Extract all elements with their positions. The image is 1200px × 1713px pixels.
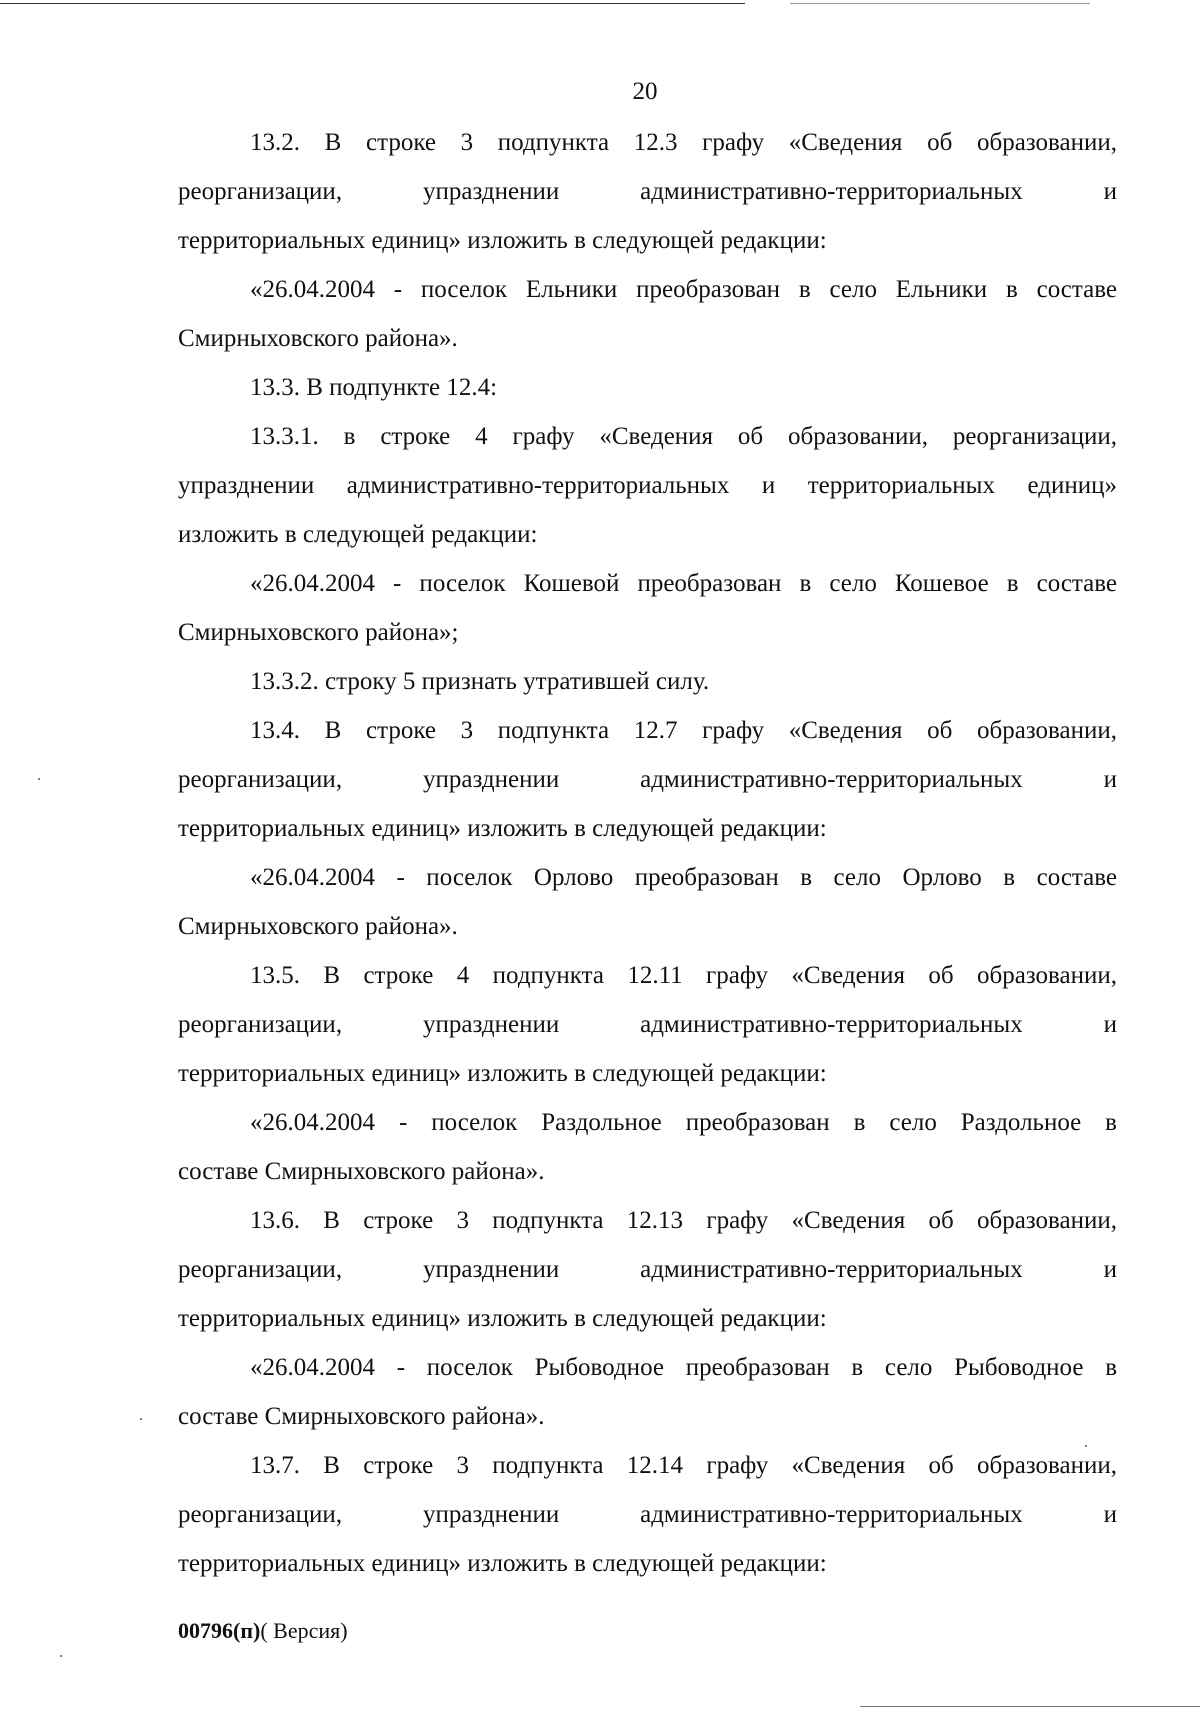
text-line: 13.2. В строке 3 подпункта 12.3 графу «Сведения об образовании, [250,129,1117,156]
document-body [178,118,1117,1588]
text-line: территориальных единиц» изложить в следующей редакции: [178,227,827,254]
text-line: составе Смирныховского района». [178,1158,545,1185]
text-line: реорганизации, упразднении административно-территориальных и [178,1256,1117,1283]
scan-speck [1085,1445,1087,1447]
text-line: территориальных единиц» изложить в следующей редакции: [178,1550,827,1577]
text-line: реорганизации, упразднении административно-территориальных и [178,178,1117,205]
text-line: Смирныховского района». [178,913,458,940]
text-line: реорганизации, упразднении административно-территориальных и [178,1501,1117,1528]
text-line: 13.6. В строке 3 подпункта 12.13 графу «Сведения об образовании, [250,1207,1117,1234]
text-line: изложить в следующей редакции: [178,521,538,548]
scan-speck [140,1418,142,1420]
text-line: упразднении административно-территориальных и территориальных единиц» [178,472,1117,499]
text-line: «26.04.2004 - поселок Ельники преобразован в село Ельники в составе [250,276,1117,303]
text-line: 13.7. В строке 3 подпункта 12.14 графу «Сведения об образовании, [250,1452,1117,1479]
scan-edge-top-right [790,3,1090,4]
text-line: территориальных единиц» изложить в следующей редакции: [178,815,827,842]
scan-edge-top [0,3,745,4]
text-line: Смирныховского района»; [178,619,459,646]
text-line: Смирныховского района». [178,325,458,352]
text-line: 13.3.2. строку 5 признать утратившей силу. [250,668,710,695]
scan-speck [38,778,40,780]
text-line: территориальных единиц» изложить в следующей редакции: [178,1060,827,1087]
text-line: 13.5. В строке 4 подпункта 12.11 графу «Сведения об образовании, [250,962,1117,989]
text-line: «26.04.2004 - поселок Орлово преобразован в село Орлово в составе [250,864,1117,891]
text-line: «26.04.2004 - поселок Рыбоводное преобразован в село Рыбоводное в [250,1354,1117,1381]
text-line: территориальных единиц» изложить в следующей редакции: [178,1305,827,1332]
document-footer [178,1618,348,1644]
document-version: ( Версия) [260,1618,348,1643]
text-line: 13.4. В строке 3 подпункта 12.7 графу «Сведения об образовании, [250,717,1117,744]
scan-speck [60,1655,62,1657]
text-line: составе Смирныховского района». [178,1403,545,1430]
text-line: реорганизации, упразднении административно-территориальных и [178,1011,1117,1038]
page-number: 20 [632,78,658,105]
text-line: 13.3. В подпункте 12.4: [250,374,498,401]
text-line: «26.04.2004 - поселок Кошевой преобразован в село Кошевое в составе [250,570,1117,597]
text-line: 13.3.1. в строке 4 графу «Сведения об образовании, реорганизации, [250,423,1117,450]
scan-edge-bottom [860,1706,1200,1707]
document-code: 00796(п) [178,1618,261,1643]
text-line: «26.04.2004 - поселок Раздольное преобразован в село Раздольное в [250,1109,1117,1136]
text-line: реорганизации, упразднении административно-территориальных и [178,766,1117,793]
